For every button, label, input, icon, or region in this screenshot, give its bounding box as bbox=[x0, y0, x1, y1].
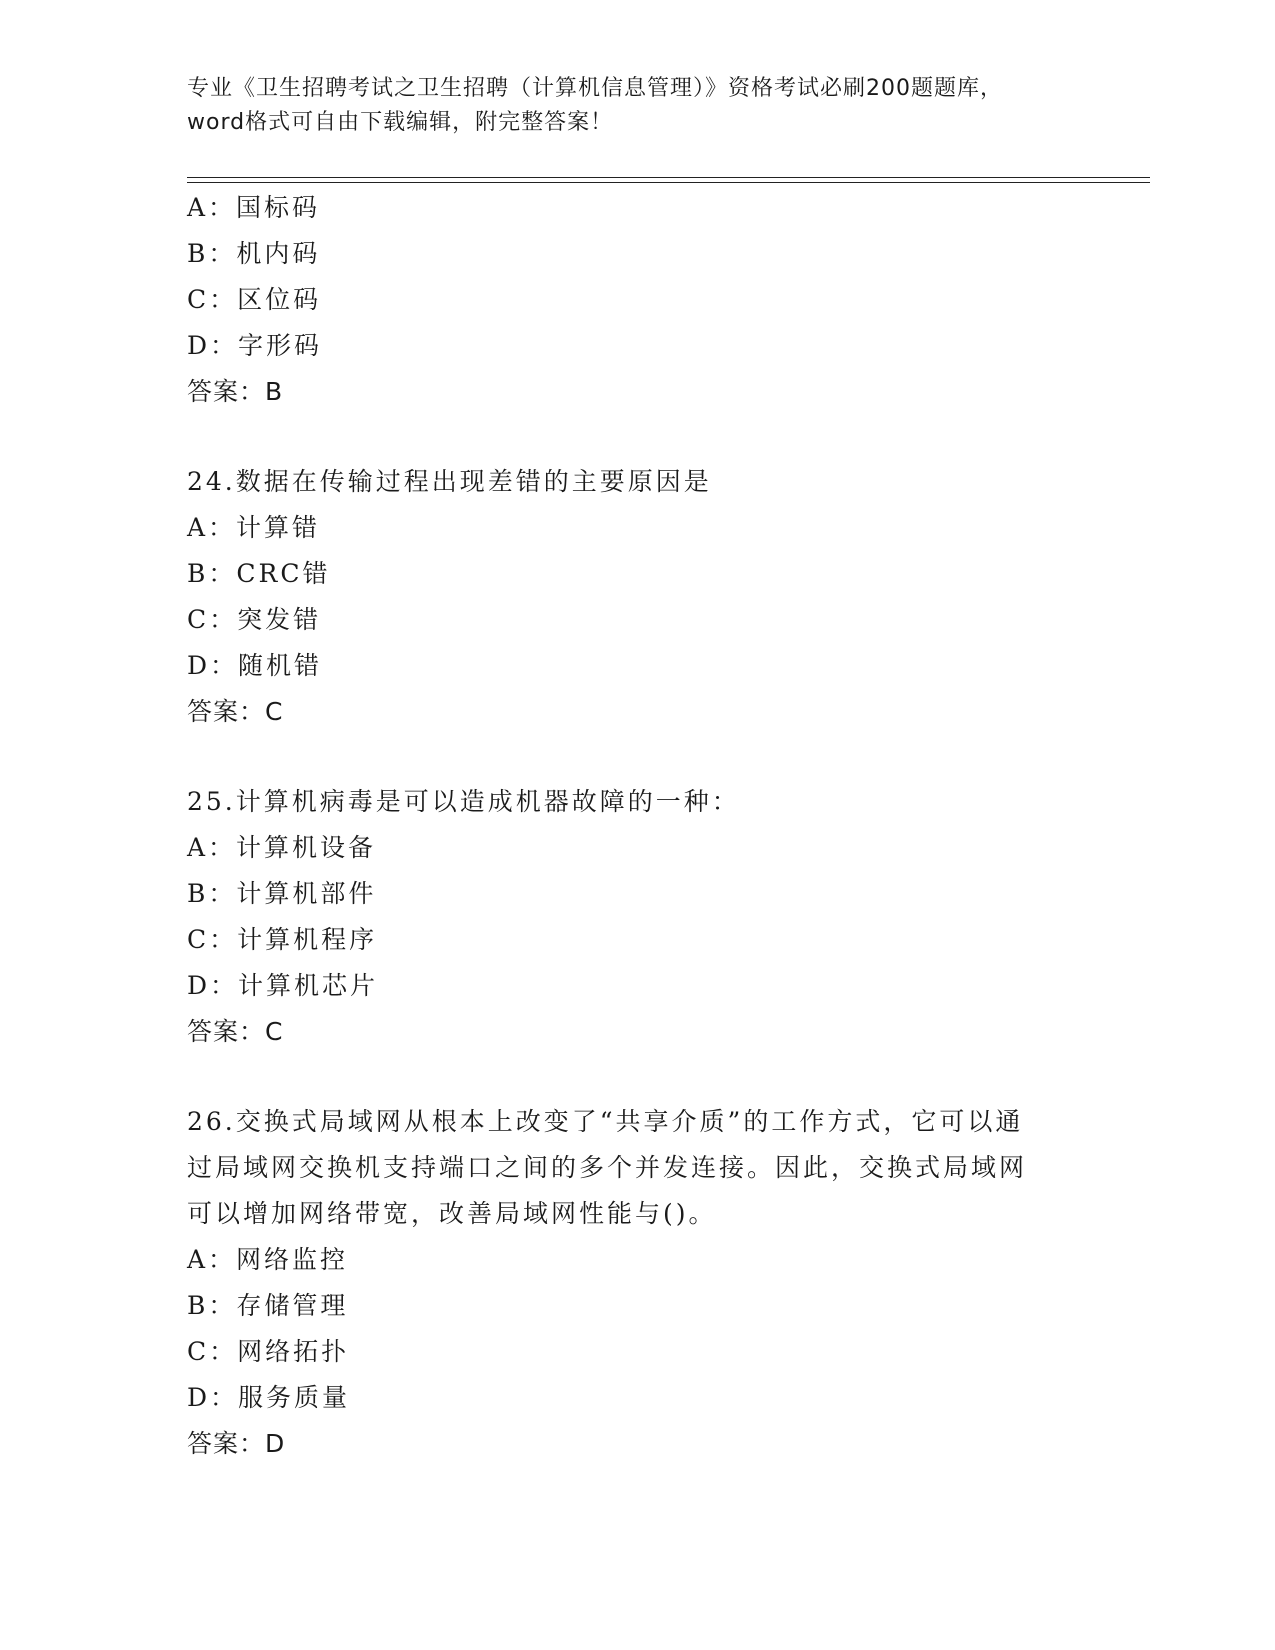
option-a: A：计算错 bbox=[187, 513, 321, 542]
option-b: B：机内码 bbox=[187, 239, 321, 268]
question-stem-line-1: 26.交换式局域网从根本上改变了“共享介质”的工作方式，它可以通 bbox=[187, 1107, 1024, 1136]
spacer bbox=[187, 735, 1087, 779]
option-c: C：突发错 bbox=[187, 605, 322, 634]
option-c: C：计算机程序 bbox=[187, 925, 378, 954]
question-stem: 24.数据在传输过程出现差错的主要原因是 bbox=[187, 467, 712, 496]
question-24 bbox=[187, 459, 1087, 735]
header-divider-top bbox=[187, 177, 1150, 178]
header-divider-bottom bbox=[187, 182, 1150, 183]
option-c: C：网络拓扑 bbox=[187, 1337, 350, 1366]
document-header bbox=[187, 72, 1087, 140]
option-d: D：服务质量 bbox=[187, 1383, 351, 1412]
option-a: A：国标码 bbox=[187, 193, 321, 222]
answer: 答案：C bbox=[187, 1017, 284, 1046]
option-d: D：随机错 bbox=[187, 651, 323, 680]
header-line-2: word格式可自由下载编辑，附完整答案！ bbox=[187, 110, 614, 135]
question-stem-line-3: 可以增加网络带宽，改善局域网性能与()。 bbox=[187, 1199, 717, 1228]
answer: 答案：C bbox=[187, 697, 284, 726]
spacer bbox=[187, 1055, 1087, 1099]
spacer bbox=[187, 415, 1087, 459]
question-stem-line-2: 过局域网交换机支持端口之间的多个并发连接。因此，交换式局域网 bbox=[187, 1153, 1028, 1182]
header-line-1: 专业《卫生招聘考试之卫生招聘（计算机信息管理）》资格考试必刷200题题库， bbox=[187, 76, 1003, 101]
option-a: A：网络监控 bbox=[187, 1245, 349, 1274]
option-d: D：字形码 bbox=[187, 331, 323, 360]
question-23 bbox=[187, 185, 1087, 415]
option-a: A：计算机设备 bbox=[187, 833, 377, 862]
option-d: D：计算机芯片 bbox=[187, 971, 379, 1000]
question-25 bbox=[187, 779, 1087, 1055]
answer: 答案：D bbox=[187, 1429, 286, 1458]
option-b: B：CRC错 bbox=[187, 559, 331, 588]
answer: 答案：B bbox=[187, 377, 284, 406]
question-26 bbox=[187, 1099, 1087, 1467]
question-list bbox=[187, 185, 1087, 1467]
question-stem: 25.计算机病毒是可以造成机器故障的一种： bbox=[187, 787, 740, 816]
option-b: B：计算机部件 bbox=[187, 879, 377, 908]
option-b: B：存储管理 bbox=[187, 1291, 349, 1320]
option-c: C：区位码 bbox=[187, 285, 322, 314]
